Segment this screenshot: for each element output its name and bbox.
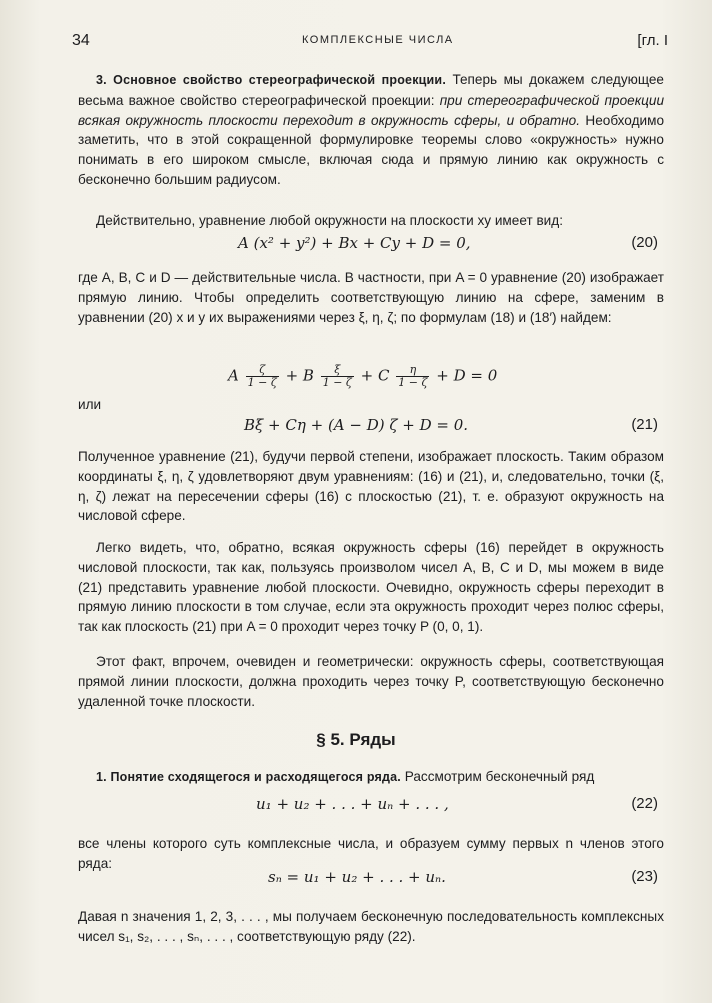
paragraph-theorem (78, 70, 664, 190)
page-number: 34 (72, 32, 90, 49)
word-or: или (78, 397, 102, 412)
equation-number: (23) (631, 868, 658, 885)
page-header (72, 32, 672, 56)
theorem-statement: при стереографической проекции всякая окружность плоскости переходит в окружность сферы, и обратно. (78, 92, 665, 128)
subsection-heading: 1. Понятие сходящегося и расходящегося ряда. (96, 770, 401, 784)
fraction: $\frac{\xi}{1 - \zeta}$ (322, 363, 352, 389)
equation-number: (21) (631, 416, 658, 433)
equation-22 (78, 795, 664, 819)
fraction: $\frac{\eta}{1 - \zeta}$ (398, 363, 428, 389)
equation-body: Bξ + Cη + (A − D) ζ + D = 0. (244, 416, 469, 434)
paragraph-circle-equation-intro: Действительно, уравнение любой окружности на плоскости xy имеет вид: (96, 213, 563, 228)
chapter-label: [гл. I (637, 32, 668, 49)
fraction: $\frac{\zeta}{1 - \zeta}$ (247, 363, 277, 389)
paragraph-text: Необходимо заметить, что в этой сокращенной формулировке теоремы слово «окружность» нужно понимать в его широком смысле, включая сюда и прямую линию как окружность с бесконечно большим радиусом. (78, 112, 664, 187)
equation-23 (78, 868, 664, 892)
paragraph-geometric: Этот факт, впрочем, очевиден и геометрически: окружность сферы, соответствующая прямой линии плоскости, должна проходить через точку P, соответствующую бесконечно удаленной точке плоскости. (78, 654, 664, 709)
equation-number: (20) (631, 234, 658, 251)
paragraph-series-intro: 1. Понятие сходящегося и расходящегося ряда. Рассмотрим бесконечный ряд (96, 769, 595, 784)
paragraph-substitution: где A, B, C и D — действительные числа. В частности, при A = 0 уравнение (20) изображает прямую линию. Чтобы определить соответствующую линию на сфере, заменим в уравнении (20) x и y их выражениями через ξ, η, ζ; по формулам (18) и (18′) найдем: (78, 270, 664, 325)
paragraph-partial-sums: все члены которого суть комплексные числа, и образуем сумму первых n членов этого ряда: (78, 836, 664, 871)
equation-substituted: A $\frac{\zeta}{1 - \zeta}$ + B $\frac{\xi}{1 - \zeta}$ + C $\frac{\eta}{1 - \zeta}$ + D = 0 (228, 363, 498, 389)
equation-body: sₙ = u₁ + u₂ + . . . + uₙ. (268, 868, 446, 886)
section-title: § 5. Ряды (316, 730, 396, 749)
subsection-heading: 3. Основное свойство стереографической проекции. (96, 73, 446, 87)
equation-body: A (x² + y²) + Bx + Cy + D = 0, (238, 234, 471, 252)
equation-body: u₁ + u₂ + . . . + uₙ + . . . , (256, 795, 449, 813)
paragraph-converse: Легко видеть, что, обратно, всякая окружность сферы (16) перейдет в окружность числовой плоскости, так как, пользуясь произволом чисел A, B, C и D, мы можем в виде (21) представить уравнение любой плоскости. Очевидно, окружность сферы переходит в прямую линию плоскости в том случае, если эта окружность проходит через полюс сферы, так как плоскость (21) при A = 0 проходит через точку P (0, 0, 1). (78, 540, 664, 635)
equation-number: (22) (631, 795, 658, 812)
running-title: КОМПЛЕКСНЫЕ ЧИСЛА (302, 34, 454, 46)
paragraph-plane-intersection: Полученное уравнение (21), будучи первой степени, изображает плоскость. Таким образом координаты ξ, η, ζ удовлетворяют двум уравнениям: (16) и (21), и, следовательно, точки (ξ, η, ζ) лежат на пересечении сферы (16) с плоскостью (21), т. е. образуют окружность на числовой сфере. (78, 449, 664, 524)
equation-20 (78, 234, 664, 258)
equation-21 (78, 416, 664, 440)
paragraph-text: Теперь мы докажем следующее весьма важное свойство стереографической проекции: (78, 72, 664, 108)
paragraph-sequence: Давая n значения 1, 2, 3, . . . , мы получаем бесконечную последовательность комплексных чисел s₁, s₂, . . . , sₙ, . . . , соответствующую ряду (22). (78, 909, 664, 944)
